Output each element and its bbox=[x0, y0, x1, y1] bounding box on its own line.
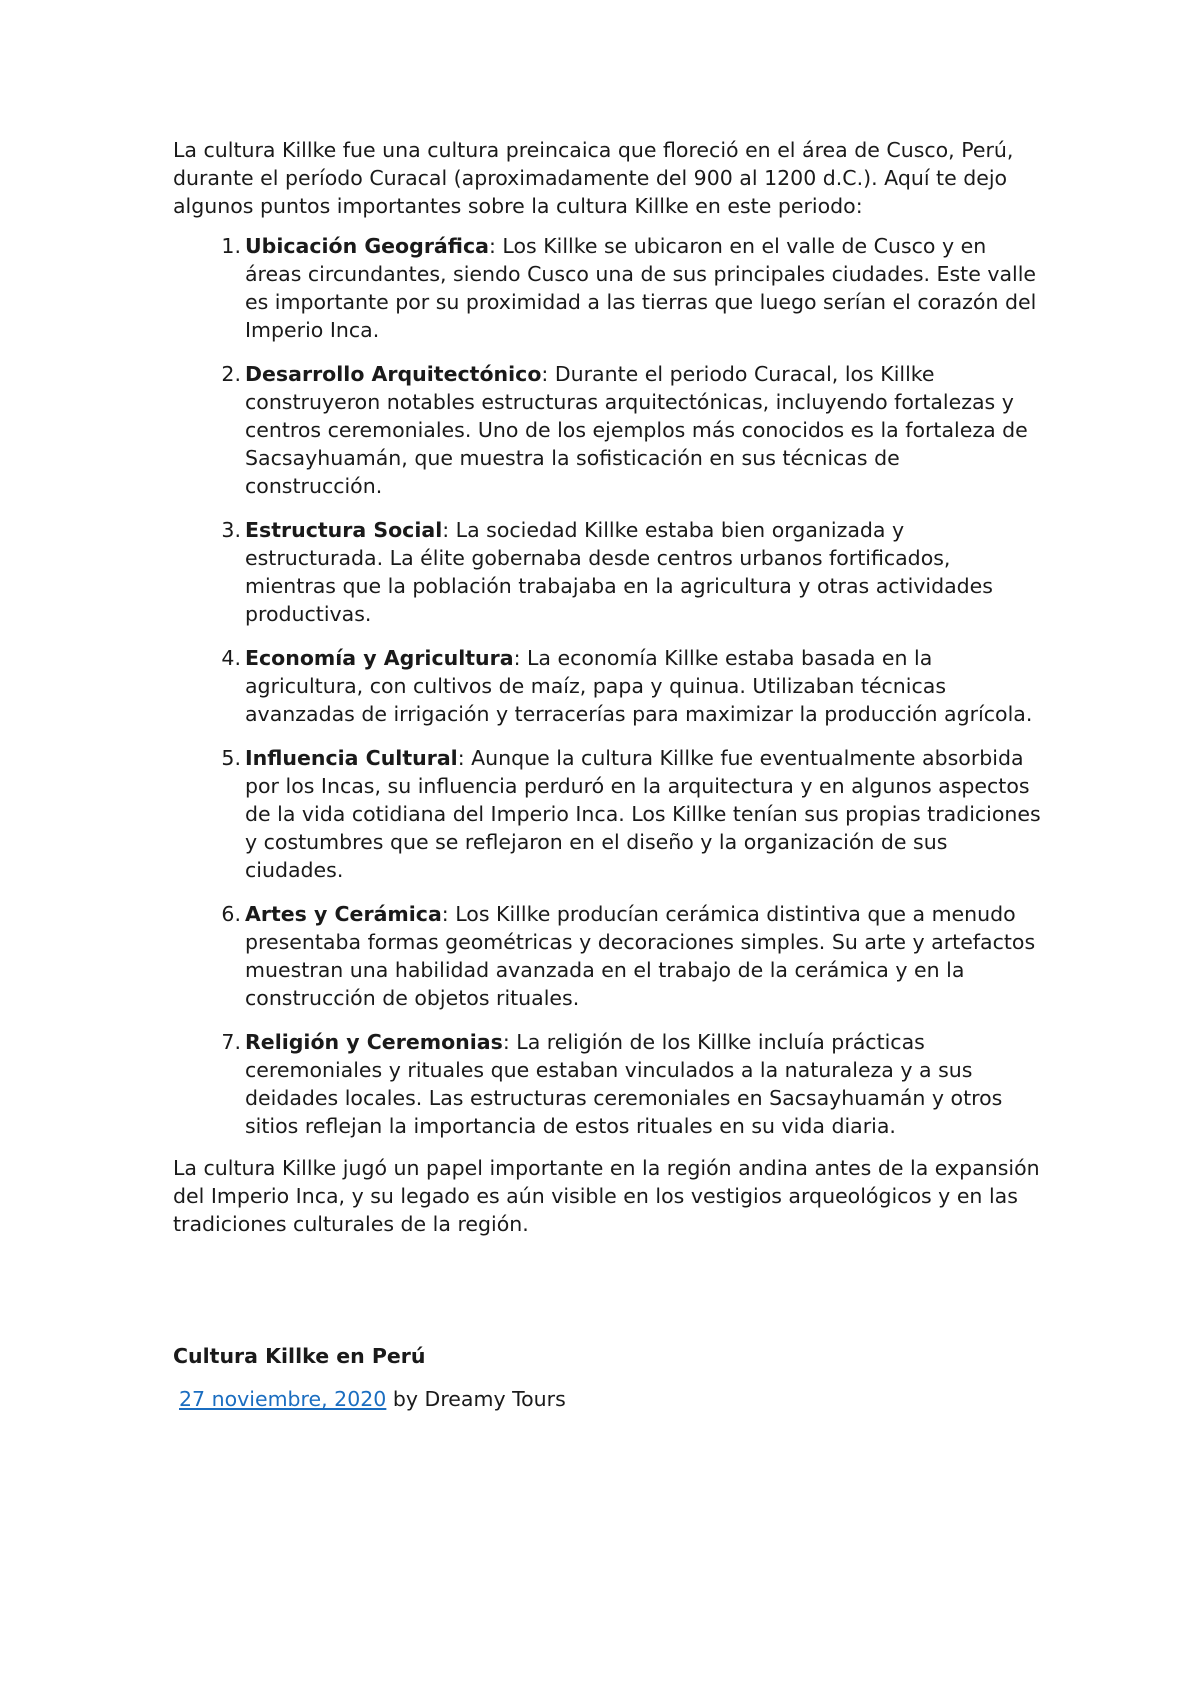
point-title: Artes y Cerámica bbox=[245, 902, 442, 926]
list-number: 4 . bbox=[207, 644, 241, 672]
point-text: Los Killke producían cerámica distintiva que a menudo presentaba formas geométricas y decoraciones simples. Su arte y artefactos muestran una habilidad avanzada en el trabajo de la cerámica y en la construcción de objetos rituales. bbox=[245, 902, 1036, 1010]
article-title: Cultura Killke en Perú bbox=[173, 1344, 426, 1368]
document-body bbox=[173, 136, 1043, 1413]
list-number: 7 . bbox=[207, 1028, 241, 1056]
list-number: 3 . bbox=[207, 516, 241, 544]
date-link[interactable]: 27 noviembre, 2020 bbox=[179, 1387, 387, 1411]
point-text: La sociedad Killke estaba bien organizada y estructurada. La élite gobernaba desde centros urbanos fortificados, mientras que la población trabajaba en la agricultura y otras actividades productivas. bbox=[245, 518, 993, 626]
point-title: Estructura Social bbox=[245, 518, 443, 542]
point-title: Economía y Agricultura bbox=[245, 646, 514, 670]
point-separator: : bbox=[502, 1030, 510, 1054]
author-text: by Dreamy Tours bbox=[386, 1387, 566, 1411]
point-title: Religión y Ceremonias bbox=[245, 1030, 503, 1054]
point-text: La economía Killke estaba basada en la agricultura, con cultivos de maíz, papa y quinua. Utilizaban técnicas avanzadas de irrigación y terracerías para maximizar la producción agrícola. bbox=[245, 646, 1033, 726]
list-item bbox=[173, 1028, 1043, 1140]
point-separator: : bbox=[442, 518, 450, 542]
intro-paragraph: La cultura Killke fue una cultura preincaica que floreció en el área de Cusco, Perú, durante el período Curacal (aproximadamente del 900 al 1200 d.C.). Aquí te dejo algunos puntos importantes sobre la cultura Killke en este periodo: bbox=[173, 138, 1014, 218]
point-title: Ubicación Geográfica bbox=[245, 234, 489, 258]
point-separator: : bbox=[513, 646, 521, 670]
point-text: Aunque la cultura Killke fue eventualmente absorbida por los Incas, su influencia perduró en la arquitectura y en algunos aspectos de la vida cotidiana del Imperio Inca. Los Killke tenían sus propias tradiciones y costumbres que se reflejaron en el diseño y la organización de sus ciudades. bbox=[245, 746, 1041, 882]
list-number: 1 . bbox=[207, 232, 241, 260]
point-separator: : bbox=[441, 902, 449, 926]
list-item bbox=[173, 644, 1043, 728]
closing-paragraph: La cultura Killke jugó un papel importante en la región andina antes de la expansión del Imperio Inca, y su legado es aún visible en los vestigios arqueológicos y en las tradiciones culturales de la región. bbox=[173, 1156, 1040, 1236]
byline bbox=[173, 1385, 1043, 1413]
list-item bbox=[173, 360, 1043, 500]
point-separator: : bbox=[541, 362, 549, 386]
point-title: Influencia Cultural bbox=[245, 746, 458, 770]
list-item bbox=[173, 232, 1043, 344]
list-number: 2 . bbox=[207, 360, 241, 388]
list-item bbox=[173, 900, 1043, 1012]
list-item bbox=[173, 744, 1043, 884]
list-number: 5 . bbox=[207, 744, 241, 772]
key-points-list bbox=[173, 232, 1043, 1140]
point-separator: : bbox=[457, 746, 465, 770]
point-title: Desarrollo Arquitectónico bbox=[245, 362, 542, 386]
point-text: Los Killke se ubicaron en el valle de Cusco y en áreas circundantes, siendo Cusco una de sus principales ciudades. Este valle es importante por su proximidad a las tierras que luego serían el corazón del Imperio Inca. bbox=[245, 234, 1037, 342]
list-item bbox=[173, 516, 1043, 628]
point-text: Durante el periodo Curacal, los Killke construyeron notables estructuras arquitectónicas, incluyendo fortalezas y centros ceremoniales. Uno de los ejemplos más conocidos es la fortaleza de Sacsayhuamán, que muestra la sofisticación en sus técnicas de construcción. bbox=[245, 362, 1028, 498]
list-number: 6 . bbox=[207, 900, 241, 928]
point-separator: : bbox=[488, 234, 496, 258]
point-text: La religión de los Killke incluía prácticas ceremoniales y rituales que estaban vinculados a la naturaleza y a sus deidades locales. Las estructuras ceremoniales en Sacsayhuamán y otros sitios reflejan la importancia de estos rituales en su vida diaria. bbox=[245, 1030, 1003, 1138]
